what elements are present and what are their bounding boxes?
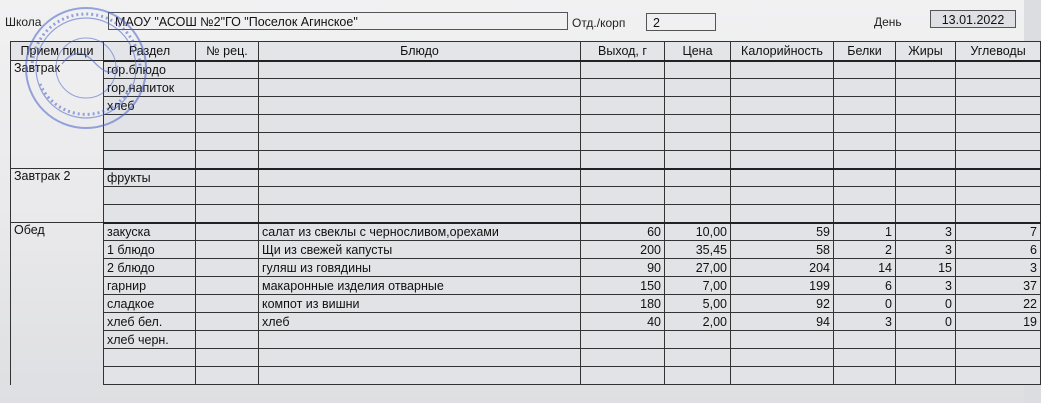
output-cell: 40 (581, 313, 665, 331)
meal-cell (11, 97, 104, 115)
col-header-fats: Жиры (896, 42, 956, 61)
empty-cell (956, 133, 1041, 151)
empty-cell (104, 349, 196, 367)
section-cell: гор.блюдо (104, 61, 196, 79)
meal-cell (11, 259, 104, 277)
dept-field: 2 (646, 13, 716, 31)
empty-cell (956, 151, 1041, 169)
empty-cell (731, 349, 834, 367)
empty-cell (834, 61, 896, 79)
fats-cell: 0 (896, 295, 956, 313)
empty-cell (259, 349, 581, 367)
meal-cell (11, 277, 104, 295)
recipe-cell (196, 295, 259, 313)
proteins-cell (834, 331, 896, 349)
meal-cell (11, 187, 104, 205)
dish-cell: компот из вишни (259, 295, 581, 313)
lunch-row (11, 313, 1041, 331)
empty-cell (896, 169, 956, 187)
output-cell: 200 (581, 241, 665, 259)
section-cell: гор.напиток (104, 79, 196, 97)
col-header-dish: Блюдо (259, 42, 581, 61)
output-cell: 180 (581, 295, 665, 313)
col-header-price: Цена (665, 42, 731, 61)
section-cell: хлеб бел. (104, 313, 196, 331)
section-cell: 2 блюдо (104, 259, 196, 277)
empty-cell (581, 349, 665, 367)
empty-cell (834, 151, 896, 169)
section-cell: хлеб черн. (104, 331, 196, 349)
empty-cell (731, 151, 834, 169)
dish-cell: салат из свеклы с черносливом,орехами (259, 223, 581, 241)
recipe-cell (196, 223, 259, 241)
empty-cell (581, 115, 665, 133)
meal-cell (11, 241, 104, 259)
empty-cell (665, 133, 731, 151)
empty-cell (259, 169, 581, 187)
calories-cell: 204 (731, 259, 834, 277)
lunch-row (11, 259, 1041, 277)
price-cell: 2,00 (665, 313, 731, 331)
section-cell (104, 187, 196, 205)
empty-cell (196, 169, 259, 187)
empty-cell (665, 205, 731, 223)
empty-cell (259, 205, 581, 223)
meal-cell (11, 367, 104, 385)
empty-cell (896, 187, 956, 205)
empty-cell (731, 61, 834, 79)
empty-cell (581, 367, 665, 385)
empty-cell (896, 133, 956, 151)
empty-cell (731, 97, 834, 115)
dish-cell: хлеб (259, 313, 581, 331)
meal-cell (11, 295, 104, 313)
price-cell (665, 331, 731, 349)
carbs-cell (956, 331, 1041, 349)
col-header-carbs: Углеводы (956, 42, 1041, 61)
empty-cell (196, 97, 259, 115)
proteins-cell: 1 (834, 223, 896, 241)
breakfast-row (11, 61, 1041, 79)
section-cell (104, 115, 196, 133)
output-cell: 90 (581, 259, 665, 277)
empty-cell (665, 367, 731, 385)
empty-cell (665, 187, 731, 205)
section-cell (104, 151, 196, 169)
school-field: МАОУ "АСОШ №2"ГО "Поселок Агинское" (108, 12, 568, 30)
fats-cell: 15 (896, 259, 956, 277)
calories-cell: 94 (731, 313, 834, 331)
empty-cell (665, 61, 731, 79)
empty-cell (104, 367, 196, 385)
empty-cell (731, 367, 834, 385)
carbs-cell: 3 (956, 259, 1041, 277)
lunch-row (11, 241, 1041, 259)
empty-cell (956, 367, 1041, 385)
dish-cell: гуляш из говядины (259, 259, 581, 277)
empty-cell (834, 349, 896, 367)
empty-cell (581, 151, 665, 169)
empty-cell (196, 61, 259, 79)
fats-cell: 3 (896, 241, 956, 259)
empty-cell (196, 133, 259, 151)
col-header-meal: Прием пищи (11, 42, 104, 61)
breakfast-row (11, 97, 1041, 115)
school-label: Школа (5, 15, 42, 29)
recipe-cell (196, 313, 259, 331)
empty-cell (956, 205, 1041, 223)
section-cell: закуска (104, 223, 196, 241)
empty-cell (834, 133, 896, 151)
menu-table (10, 41, 1041, 385)
calories-cell: 199 (731, 277, 834, 295)
calories-cell: 92 (731, 295, 834, 313)
section-cell: гарнир (104, 277, 196, 295)
meal-cell (11, 151, 104, 169)
carbs-cell: 7 (956, 223, 1041, 241)
col-header-recipe: № рец. (196, 42, 259, 61)
recipe-cell (196, 331, 259, 349)
empty-cell (956, 97, 1041, 115)
empty-cell (665, 97, 731, 115)
empty-cell (956, 187, 1041, 205)
lunch-row (11, 223, 1041, 241)
day-label: День (874, 15, 902, 29)
empty-cell (665, 79, 731, 97)
calories-cell: 58 (731, 241, 834, 259)
empty-cell (731, 205, 834, 223)
empty-cell (956, 61, 1041, 79)
empty-cell (896, 367, 956, 385)
calories-cell: 59 (731, 223, 834, 241)
empty-cell (731, 169, 834, 187)
dish-cell: макаронные изделия отварные (259, 277, 581, 295)
meal-label-lunch: Обед (11, 223, 104, 241)
empty-cell (956, 349, 1041, 367)
empty-cell (581, 79, 665, 97)
meal-cell (11, 79, 104, 97)
empty-cell (196, 151, 259, 169)
recipe-cell (196, 241, 259, 259)
meal-cell (11, 205, 104, 223)
empty-cell (834, 187, 896, 205)
dish-cell: Щи из свежей капусты (259, 241, 581, 259)
breakfast-row (11, 133, 1041, 151)
empty-cell (834, 97, 896, 115)
empty-cell (581, 61, 665, 79)
empty-cell (896, 151, 956, 169)
empty-cell (581, 187, 665, 205)
proteins-cell: 3 (834, 313, 896, 331)
meal-cell (11, 133, 104, 151)
empty-cell (834, 205, 896, 223)
empty-cell (259, 61, 581, 79)
price-cell: 7,00 (665, 277, 731, 295)
empty-cell (896, 97, 956, 115)
empty-cell (581, 205, 665, 223)
carbs-cell: 6 (956, 241, 1041, 259)
empty-cell (665, 349, 731, 367)
empty-cell (834, 115, 896, 133)
col-header-calories: Калорийность (731, 42, 834, 61)
empty-cell (896, 79, 956, 97)
empty-cell (896, 349, 956, 367)
lunch-row (11, 349, 1041, 367)
lunch-row (11, 367, 1041, 385)
breakfast-row (11, 79, 1041, 97)
empty-cell (196, 205, 259, 223)
empty-cell (196, 367, 259, 385)
empty-cell (731, 133, 834, 151)
meal-label-breakfast2: Завтрак 2 (11, 169, 104, 187)
section-cell: сладкое (104, 295, 196, 313)
empty-cell (834, 79, 896, 97)
proteins-cell: 14 (834, 259, 896, 277)
empty-cell (896, 205, 956, 223)
lunch-row (11, 277, 1041, 295)
empty-cell (956, 169, 1041, 187)
output-cell (581, 331, 665, 349)
empty-cell (665, 169, 731, 187)
proteins-cell: 0 (834, 295, 896, 313)
empty-cell (196, 115, 259, 133)
date-field: 13.01.2022 (930, 10, 1016, 28)
empty-cell (956, 79, 1041, 97)
dept-label: Отд./корп (572, 16, 626, 30)
empty-cell (581, 97, 665, 115)
price-cell: 35,45 (665, 241, 731, 259)
meal-cell (11, 331, 104, 349)
recipe-cell (196, 277, 259, 295)
lunch-row (11, 295, 1041, 313)
proteins-cell: 2 (834, 241, 896, 259)
empty-cell (731, 79, 834, 97)
breakfast-row (11, 151, 1041, 169)
meal-cell (11, 349, 104, 367)
empty-cell (259, 187, 581, 205)
output-cell: 150 (581, 277, 665, 295)
fats-cell: 0 (896, 313, 956, 331)
col-header-section: Раздел (104, 42, 196, 61)
section-cell (104, 205, 196, 223)
empty-cell (834, 367, 896, 385)
empty-cell (259, 79, 581, 97)
recipe-cell (196, 259, 259, 277)
meal-label-breakfast: Завтрак (11, 61, 104, 79)
section-cell: хлеб (104, 97, 196, 115)
empty-cell (665, 151, 731, 169)
empty-cell (259, 97, 581, 115)
dish-cell (259, 331, 581, 349)
price-cell: 27,00 (665, 259, 731, 277)
empty-cell (834, 169, 896, 187)
price-cell: 10,00 (665, 223, 731, 241)
lunch-row (11, 331, 1041, 349)
empty-cell (896, 61, 956, 79)
empty-cell (259, 151, 581, 169)
table-header-row (11, 42, 1041, 61)
meal-cell (11, 313, 104, 331)
empty-cell (731, 187, 834, 205)
empty-cell (956, 115, 1041, 133)
calories-cell (731, 331, 834, 349)
fats-cell: 3 (896, 223, 956, 241)
price-cell: 5,00 (665, 295, 731, 313)
proteins-cell: 6 (834, 277, 896, 295)
fats-cell (896, 331, 956, 349)
empty-cell (896, 115, 956, 133)
empty-cell (196, 79, 259, 97)
section-cell: фрукты (104, 169, 196, 187)
empty-cell (581, 133, 665, 151)
empty-cell (196, 349, 259, 367)
empty-cell (196, 187, 259, 205)
col-header-proteins: Белки (834, 42, 896, 61)
breakfast2-row (11, 205, 1041, 223)
empty-cell (259, 133, 581, 151)
empty-cell (665, 115, 731, 133)
carbs-cell: 19 (956, 313, 1041, 331)
output-cell: 60 (581, 223, 665, 241)
meal-cell (11, 115, 104, 133)
empty-cell (731, 115, 834, 133)
fats-cell: 3 (896, 277, 956, 295)
carbs-cell: 22 (956, 295, 1041, 313)
empty-cell (581, 169, 665, 187)
col-header-output: Выход, г (581, 42, 665, 61)
section-cell: 1 блюдо (104, 241, 196, 259)
menu-body (11, 61, 1041, 385)
section-cell (104, 133, 196, 151)
empty-cell (259, 115, 581, 133)
breakfast2-row (11, 187, 1041, 205)
carbs-cell: 37 (956, 277, 1041, 295)
empty-cell (259, 367, 581, 385)
breakfast-row (11, 115, 1041, 133)
breakfast2-row (11, 169, 1041, 187)
